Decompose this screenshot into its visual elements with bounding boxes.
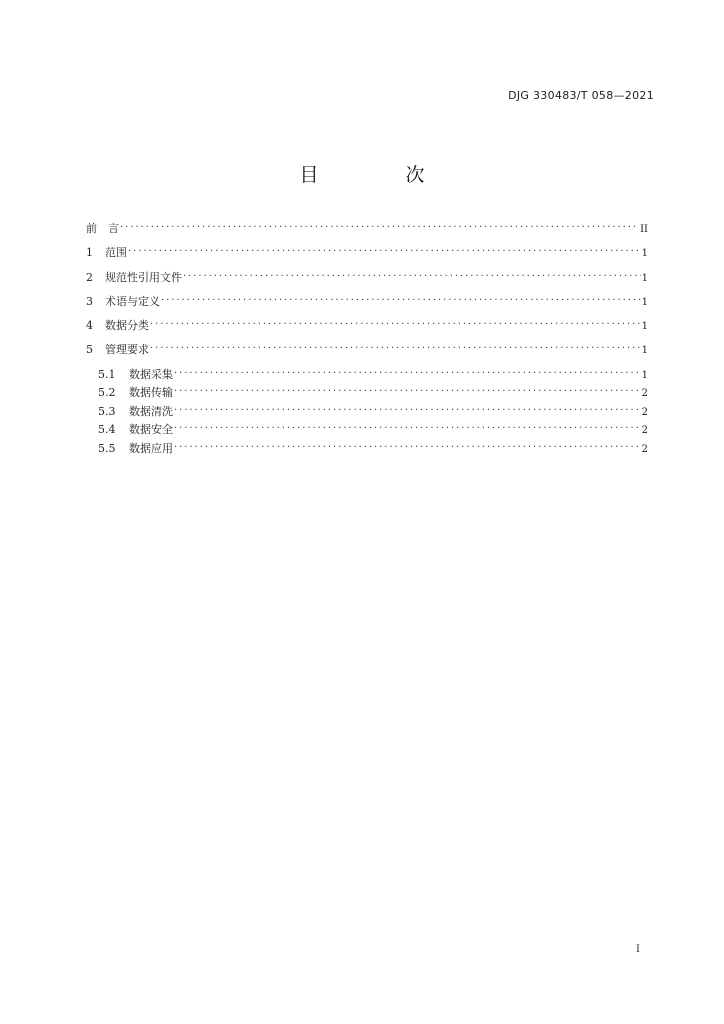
page-number: I [636,944,640,955]
toc-entry-label: 规范性引用文件 [105,270,182,284]
toc-entry-number: 5.1 [98,367,116,381]
toc-leader-dots [174,384,641,396]
toc-entry-label: 数据安全 [129,423,173,437]
toc-entry-number: 5.4 [98,423,116,437]
toc-entry-number: 4 [86,319,93,333]
toc-entry-label: 数据清洗 [129,404,173,418]
toc-entry-number: 5.5 [98,441,116,455]
toc-entry-page: 1 [641,296,648,308]
toc-entry-3[interactable] [86,293,648,317]
toc-entry-page: 2 [641,425,648,437]
document-code: DJG 330483/T 058—2021 [508,89,654,102]
toc-entry-label: 数据传输 [129,386,173,400]
toc-entry-page: 1 [641,248,648,260]
toc-entry-label: 前 言 [86,222,119,235]
toc-entry-number: 1 [86,246,93,260]
toc-entry-2[interactable] [86,269,648,293]
toc-leader-dots [150,341,641,353]
toc-entry-label: 管理要求 [105,343,149,357]
toc-entry-number: 2 [86,270,93,284]
toc-entry-label: 数据应用 [129,441,173,455]
toc-leader-dots [183,269,641,281]
toc-leader-dots [150,317,641,329]
toc-leader-dots [161,293,641,305]
toc-entry-label: 数据采集 [129,367,173,381]
toc-entry-label: 术语与定义 [105,294,160,308]
toc-entry-page: 1 [641,369,648,381]
toc-entry-4[interactable] [86,317,648,341]
toc-entry-page: 1 [641,272,648,284]
toc-entry-number: 5.3 [98,404,116,418]
toc-leader-dots [174,421,641,433]
toc-leader-dots [128,244,641,256]
toc-entry-5-5[interactable] [86,440,648,459]
toc-entry-label: 范围 [105,246,127,260]
toc-entry-5-3[interactable] [86,403,648,422]
toc-entry-page: 2 [641,406,648,418]
toc-entry-5-4[interactable] [86,421,648,440]
toc-entry-label: 数据分类 [105,319,149,333]
toc-leader-dots [174,440,641,452]
table-of-contents [86,220,648,458]
page-title: 目 次 [299,164,459,186]
toc-entry-page: 2 [641,443,648,455]
toc-entry-number: 5.2 [98,386,116,400]
toc-leader-dots [174,403,641,415]
toc-entry-5[interactable] [86,341,648,365]
toc-entry-5-2[interactable] [86,384,648,403]
toc-entry-page: 1 [641,321,648,333]
toc-entry-foreword[interactable] [86,220,648,244]
toc-entry-page: II [640,224,648,235]
toc-entry-number: 5 [86,343,93,357]
toc-leader-dots [174,366,641,378]
toc-entry-1[interactable] [86,244,648,268]
toc-entry-5-1[interactable] [86,366,648,385]
toc-entry-page: 2 [641,388,648,400]
toc-leader-dots [120,220,639,232]
toc-entry-page: 1 [641,345,648,357]
toc-entry-number: 3 [86,294,93,308]
